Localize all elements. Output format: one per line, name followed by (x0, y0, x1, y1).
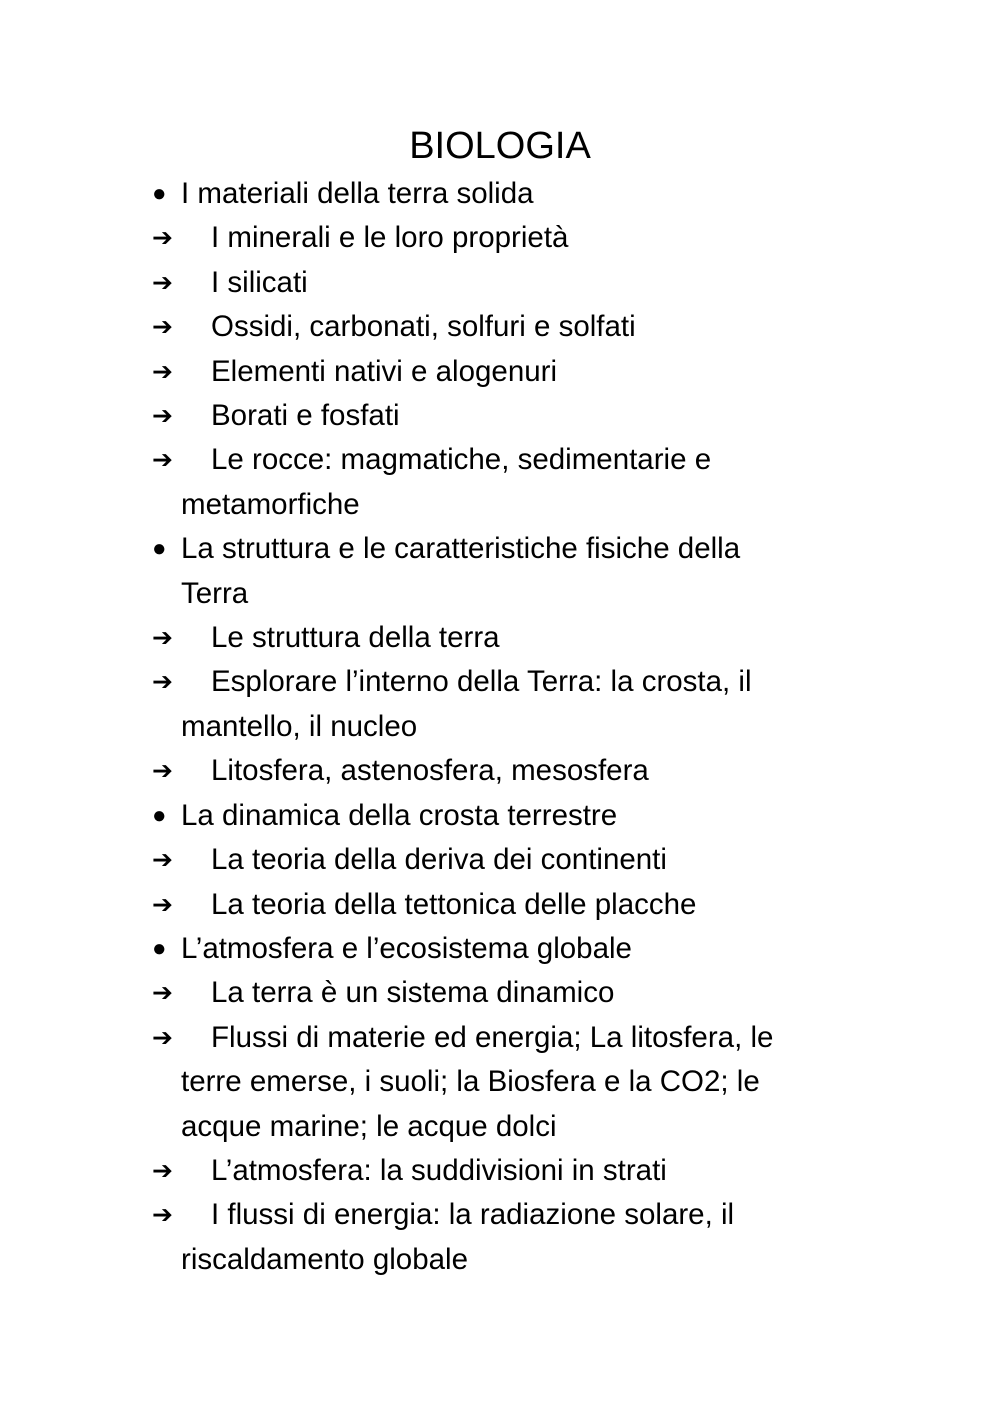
list-item-text: L’atmosfera: la suddivisioni in strati (211, 1153, 667, 1187)
arrow-right-icon: ➔ (152, 224, 173, 253)
list-item-text: Le rocce: magmatiche, sedimentarie e (211, 443, 712, 477)
list-item (150, 172, 870, 216)
arrow-right-icon: ➔ (152, 268, 173, 297)
list-item-text: Borati e fosfati (211, 399, 400, 433)
list-item (150, 616, 870, 660)
list-item (150, 883, 870, 927)
list-item (150, 394, 870, 438)
list-item-text-continued: Terra (181, 576, 249, 610)
arrow-right-icon: ➔ (152, 757, 173, 786)
list-item-text: La teoria della deriva dei continenti (211, 843, 667, 877)
list-item-text: La dinamica della crosta terrestre (181, 798, 618, 832)
list-item-text-continued: terre emerse, i suoli; la Biosfera e la CO2; le (181, 1065, 760, 1099)
list-item-text-continued: metamorfiche (181, 487, 360, 521)
arrow-right-icon: ➔ (152, 624, 173, 653)
arrow-right-icon: ➔ (152, 402, 173, 431)
list-item-text: Elementi nativi e alogenuri (211, 354, 558, 388)
list-item (150, 1016, 870, 1149)
list-item-text: I materiali della terra solida (181, 177, 534, 210)
list-item (150, 350, 870, 394)
list-item-text: La teoria della tettonica delle placche (211, 887, 697, 921)
arrow-right-icon: ➔ (152, 846, 173, 875)
arrow-right-icon: ➔ (152, 668, 173, 697)
list-item-text: La terra è un sistema dinamico (211, 976, 615, 1010)
list-item-text: I minerali e le loro proprietà (211, 221, 569, 255)
arrow-right-icon: ➔ (152, 1156, 173, 1185)
page-title: BIOLOGIA (409, 125, 591, 167)
list-item (150, 1193, 870, 1282)
arrow-right-icon: ➔ (152, 890, 173, 919)
arrow-right-icon: ➔ (152, 1201, 173, 1230)
list-item (150, 927, 870, 971)
bullet-icon: ● (152, 535, 167, 563)
list-item (150, 305, 870, 349)
list-item-text-continued: riscaldamento globale (181, 1242, 468, 1276)
list-item-text: Litosfera, astenosfera, mesosfera (211, 754, 649, 788)
list-item (150, 660, 870, 749)
list-item (150, 1149, 870, 1193)
bullet-icon: ● (152, 934, 167, 962)
list-item-text-continued: mantello, il nucleo (181, 709, 418, 743)
arrow-right-icon: ➔ (152, 357, 173, 386)
list-item-text: L’atmosfera e l’ecosistema globale (181, 931, 632, 965)
list-item (150, 216, 870, 260)
list-item-text: Flussi di materie ed energia; La litosfera, le (211, 1020, 774, 1054)
list-item (150, 838, 870, 882)
list-item (150, 749, 870, 793)
list-item-text-continued: acque marine; le acque dolci (181, 1109, 557, 1143)
bullet-icon: ● (152, 801, 167, 829)
list-item (150, 527, 870, 616)
list-item-text: Esplorare l’interno della Terra: la crosta, il (211, 665, 752, 699)
list-item-text: I flussi di energia: la radiazione solare, il (211, 1198, 735, 1232)
list-item-text: I silicati (211, 265, 308, 299)
list-item-text: Le struttura della terra (211, 621, 500, 655)
list-item (150, 971, 870, 1015)
list-item-text: Ossidi, carbonati, solfuri e solfati (211, 310, 636, 344)
topic-outline (150, 172, 870, 1282)
list-item (150, 794, 870, 838)
arrow-right-icon: ➔ (152, 446, 173, 475)
list-item (150, 438, 870, 527)
arrow-right-icon: ➔ (152, 979, 173, 1008)
list-item-text: La struttura e le caratteristiche fisiche della (181, 532, 741, 566)
arrow-right-icon: ➔ (152, 1023, 173, 1052)
list-item (150, 261, 870, 305)
arrow-right-icon: ➔ (152, 313, 173, 342)
bullet-icon: ● (152, 180, 167, 207)
